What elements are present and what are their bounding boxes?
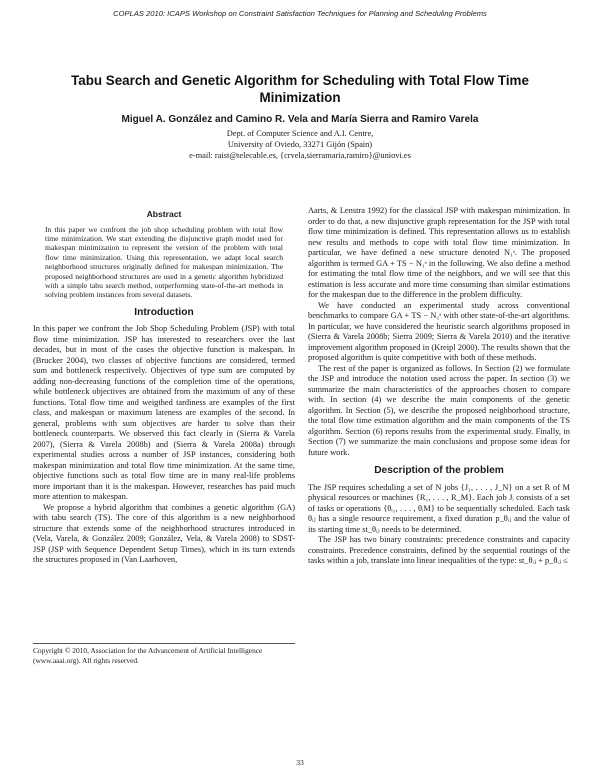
intro-paragraph-4: We have conducted an experimental study across conventional benchmarks to compare GA + TS − N₁ˢ with other state-of-the-art algorithms. In particular, we have considered the heuristic search algorithms proposed in (Sierra & Varela 2008b; Sierra 2009; Sierra & Varela 2010) and the iterative improvement algorithm proposed in (Kreipl 2000). The results shown that the proposed algorithm is quite competitive with both of these methods.: [308, 300, 570, 362]
affiliation-university: University of Oviedo, 33271 Gijón (Spain): [227, 140, 373, 149]
affiliation-email: e-mail: raist@telecable.es, {crvela,sierramaria,ramiro}@uniovi.es: [189, 151, 411, 160]
running-header: COPLAS 2010: ICAPS Workshop on Constraint Satisfaction Techniques for Planning and Scheduling Problems: [113, 9, 487, 18]
left-column: [33, 206, 295, 566]
affiliation-dept: Dept. of Computer Science and A.I. Centre,: [226, 129, 374, 138]
author-list: Miguel A. González and Camino R. Vela and María Sierra and Ramiro Varela: [121, 114, 479, 125]
intro-paragraph-3: Aarts, & Lenstra 1992) for the classical JSP with makespan minimization. In order to do that, a new disjunctive graph representation for the JSP with total flow time minimization is defined. This representation allows us to establish new results and methods to cope with total flow time minimization. In particular, we have defined a new structure denoted N₁ˢ. The proposed algorithm is termed GA + TS − N₁ˢ in the following. We also define a method for estimating the total flow time of the neighbors, and we will see that this estimation is less accurate and more time consuming than similar estimations for the makespan due to the difference in the problem difficulty.: [308, 206, 570, 299]
intro-paragraph-1: In this paper we confront the Job Shop Scheduling Problem (JSP) with total flow time minimization. JSP has interested to researchers over the last decades, but in most of the cases the objective function is makespan. In (Brucker 2004), two classes of objective functions are considered, termed sum and bottleneck respectively. Objectives of type sum are computed by adding non-decreasing functions of the completion time of the operations, while bottleneck objectives are obtained from the maximum of any of these functions. Total flow time and weigthed tardiness are examples of the first class, and makespan or maximum lateness are examples of the second. In general, problems with sum objectives are harder to solve than their bottleneck counterparts. We observed this fact clearly in (Sierra & Varela 2007), (Sierra & Varela 2008b) and (Sierra & Varela 2008a) through experimental studies across a number of JSP instances, considering both makespan minimization and total flow time minimization. At the same time, objective functions such as total flow time are in many real-life problems more important than it is the makespan. However, researches has paid much more attention to makespan.: [33, 324, 295, 502]
problem-paragraph-1: The JSP requires scheduling a set of N jobs {J₁, . . . , J_N} on a set R of M physical resources or machines {R₁, . . . , R_M}. Each job Jᵢ consists of a set of tasks or operations {θᵢ₁, . . . , θᵢM} to be sequentially scheduled. Each task θᵢⱼ has a single resource requirement, a fixed duration p_θᵢⱼ and the value of its starting time st_θᵢⱼ needs to be determined.: [308, 482, 570, 534]
intro-paragraph-5: The rest of the paper is organized as follows. In Section (2) we formulate the JSP and introduce the notation used across the paper. In section (3) we summarize the main characteristics of the approaches chosen to compare with. In section (4) we describe the main components of the genetic algorithm. In Section (5), we describe the proposed neighborhood structure, the total flow time estimation algorithm and the main components of the TS algorithm. Section (6) reports results from the experimental study. Finally, in Section (7) we summarize the main conclusions and propose some ideas for future work.: [308, 363, 570, 457]
abstract-heading: Abstract: [146, 209, 182, 219]
affiliation-block: [30, 128, 570, 161]
copyright-footnote: Copyright © 2010, Association for the Advancement of Artificial Intelligence (www.aaai.org). All rights reserved.: [33, 643, 295, 665]
problem-paragraph-2: The JSP has two binary constraints: precedence constraints and capacity constraints. Precedence constraints, defined by the sequential routings of the tasks within a job, translate into linear inequalities of the type: st_θᵢⱼ + p_θᵢⱼ ≤: [308, 535, 570, 565]
page-number: 33: [296, 758, 304, 767]
problem-heading: Description of the problem: [374, 465, 504, 476]
introduction-heading: Introduction: [134, 306, 194, 318]
intro-paragraph-2: We propose a hybrid algorithm that combines a genetic algorithm (GA) with tabu search (TS). The core of this algorithm is a new neighborhood structure that extends some of the neighborhood structures introduced in (Vela, Varela, & González 2009; González, Vela, & Varela 2008) to SDST-JSP (JSP with Sequence Dependent Setup Times), which in its turn extends the structures proposed in (Van Laarhoven,: [33, 502, 295, 565]
abstract-text: In this paper we confront the job shop scheduling problem with total flow time minimization. We start extending the disjunctive graph model used for makespan minimization to represent the version of the problem with total flow time minimization. Using this representation, we adapt local search neighborhood structures originally defined for makespan minimization. The proposed neighborhood structures are used in a genetic algorithm hybridized with a simple tabu search method, outperforming state-of-the-art methods in solving problem instances from several datasets.: [45, 224, 283, 300]
right-column: [308, 206, 570, 567]
paper-title: Tabu Search and Genetic Algorithm for Scheduling with Total Flow Time Minimization: [71, 73, 529, 105]
